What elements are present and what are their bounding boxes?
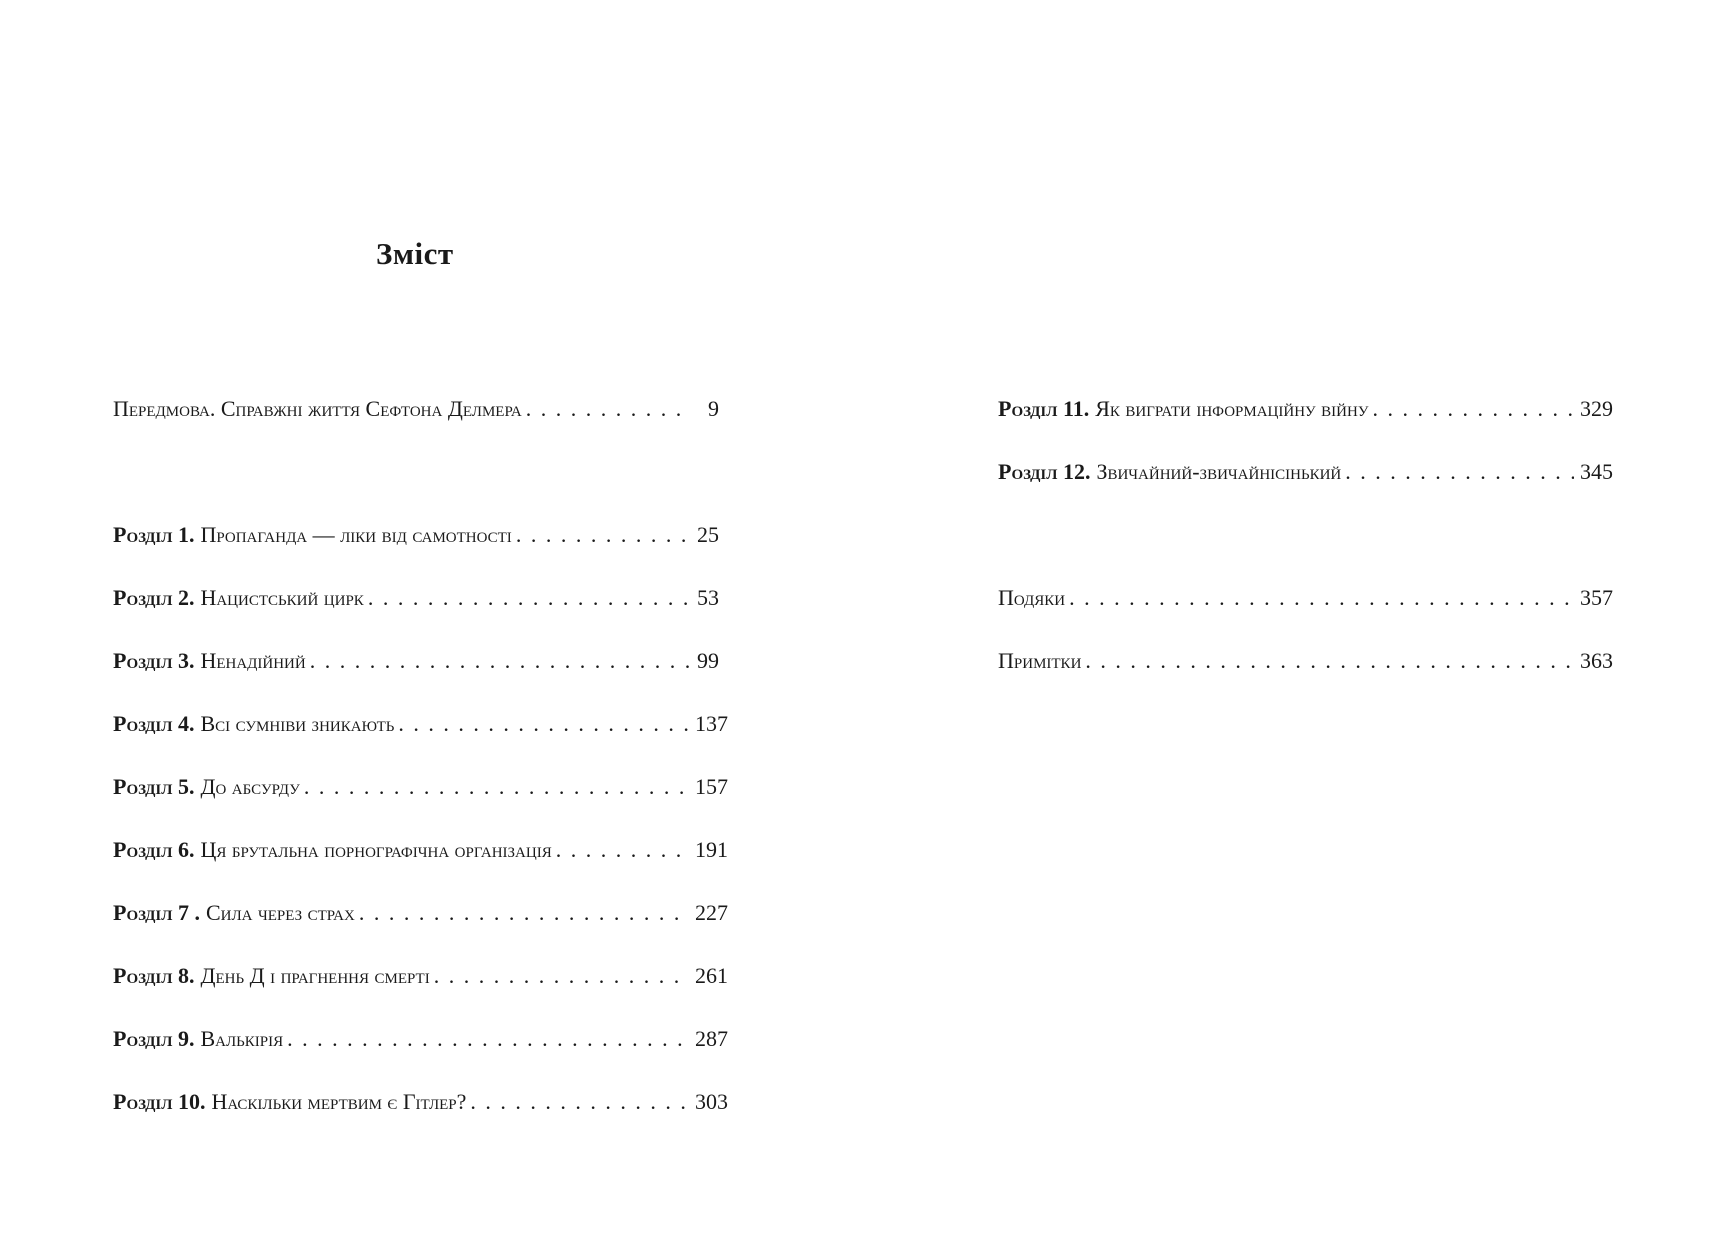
entry-page: 303 (695, 1089, 728, 1114)
leader-dots (470, 1089, 689, 1115)
entry-label: Розділ 2. (113, 585, 195, 610)
leader-dots (368, 585, 689, 611)
entry-page: 363 (1580, 648, 1613, 673)
entry-title: Сила через страх (205, 900, 355, 925)
leader-dots (1069, 585, 1574, 611)
entry-page: 227 (695, 900, 728, 925)
entry-label: Розділ 11. (998, 396, 1090, 421)
leader-dots (556, 837, 689, 863)
entry-title: Ненадійний (200, 648, 306, 673)
entry-label: Розділ 8. (113, 963, 195, 988)
entry-page: 329 (1580, 396, 1613, 421)
leader-dots (516, 522, 689, 548)
entry-page: 53 (697, 585, 719, 610)
entry-label: Розділ 12. (998, 459, 1091, 484)
entry-title: Всі сумніви зникають (200, 711, 395, 736)
toc-entry-chapter-5[interactable] (113, 774, 728, 837)
toc-column-right (998, 396, 1613, 711)
toc-entry-notes[interactable] (998, 648, 1613, 711)
toc-entry-chapter-9[interactable] (113, 1026, 728, 1089)
leader-dots (310, 648, 689, 674)
leader-dots (434, 963, 689, 989)
toc-entry-chapter-12[interactable] (998, 459, 1613, 522)
leader-dots (1345, 459, 1574, 485)
toc-column-left (113, 396, 728, 1152)
entry-label: Розділ 7 . (113, 900, 200, 925)
toc-entry-chapter-2[interactable] (113, 585, 719, 648)
toc-entry-chapter-3[interactable] (113, 648, 719, 711)
entry-title: Передмова. Справжні життя Сефтона Делмера (113, 396, 522, 421)
entry-page: 345 (1580, 459, 1613, 484)
entry-page: 157 (695, 774, 728, 799)
entry-page: 9 (708, 396, 719, 421)
entry-page: 137 (695, 711, 728, 736)
entry-title: Як виграти інформаційну війну (1095, 396, 1369, 421)
leader-dots (304, 774, 689, 800)
leader-dots (526, 396, 689, 422)
entry-page: 191 (695, 837, 728, 862)
leader-dots (287, 1026, 689, 1052)
entry-page: 25 (697, 522, 719, 547)
leader-dots (1085, 648, 1574, 674)
entry-title: Пропаганда — ліки від самотності (200, 522, 512, 547)
entry-page: 287 (695, 1026, 728, 1051)
entry-label: Розділ 9. (113, 1026, 195, 1051)
entry-title: До абсурду (200, 774, 300, 799)
entry-title: Примітки (998, 648, 1082, 673)
entry-label: Розділ 5. (113, 774, 195, 799)
toc-entry-chapter-4[interactable] (113, 711, 728, 774)
entry-page: 357 (1580, 585, 1613, 610)
toc-entry-chapter-10[interactable] (113, 1089, 728, 1152)
toc-entry-chapter-6[interactable] (113, 837, 728, 900)
section-gap (998, 522, 1604, 585)
entry-title: Валькірія (200, 1026, 284, 1051)
entry-title: Ця брутальна порнографічна організація (200, 837, 552, 862)
toc-entry-chapter-1[interactable] (113, 522, 719, 585)
entry-label: Розділ 6. (113, 837, 195, 862)
entry-label: Розділ 10. (113, 1089, 206, 1114)
entry-title: Нацистський цирк (200, 585, 364, 610)
entry-page: 261 (695, 963, 728, 988)
leader-dots (398, 711, 689, 737)
toc-entry-chapter-8[interactable] (113, 963, 728, 1026)
toc-entry-acknowledgements[interactable] (998, 585, 1613, 648)
toc-entry-preface[interactable] (113, 396, 719, 459)
entry-label: Розділ 3. (113, 648, 195, 673)
toc-entry-chapter-7[interactable] (113, 900, 728, 963)
leader-dots (359, 900, 689, 926)
entry-title: Наскільки мертвим є Гітлер? (211, 1089, 467, 1114)
entry-label: Розділ 4. (113, 711, 195, 736)
toc-heading: Зміст (376, 236, 454, 271)
entry-page: 99 (697, 648, 719, 673)
leader-dots (1372, 396, 1574, 422)
entry-title: Подяки (998, 585, 1066, 610)
entry-title: Звичайний-звичайнісінький (1096, 459, 1342, 484)
toc-entry-chapter-11[interactable] (998, 396, 1613, 459)
entry-title: День Д і прагнення смерті (200, 963, 430, 988)
entry-label: Розділ 1. (113, 522, 195, 547)
section-gap (113, 459, 719, 522)
